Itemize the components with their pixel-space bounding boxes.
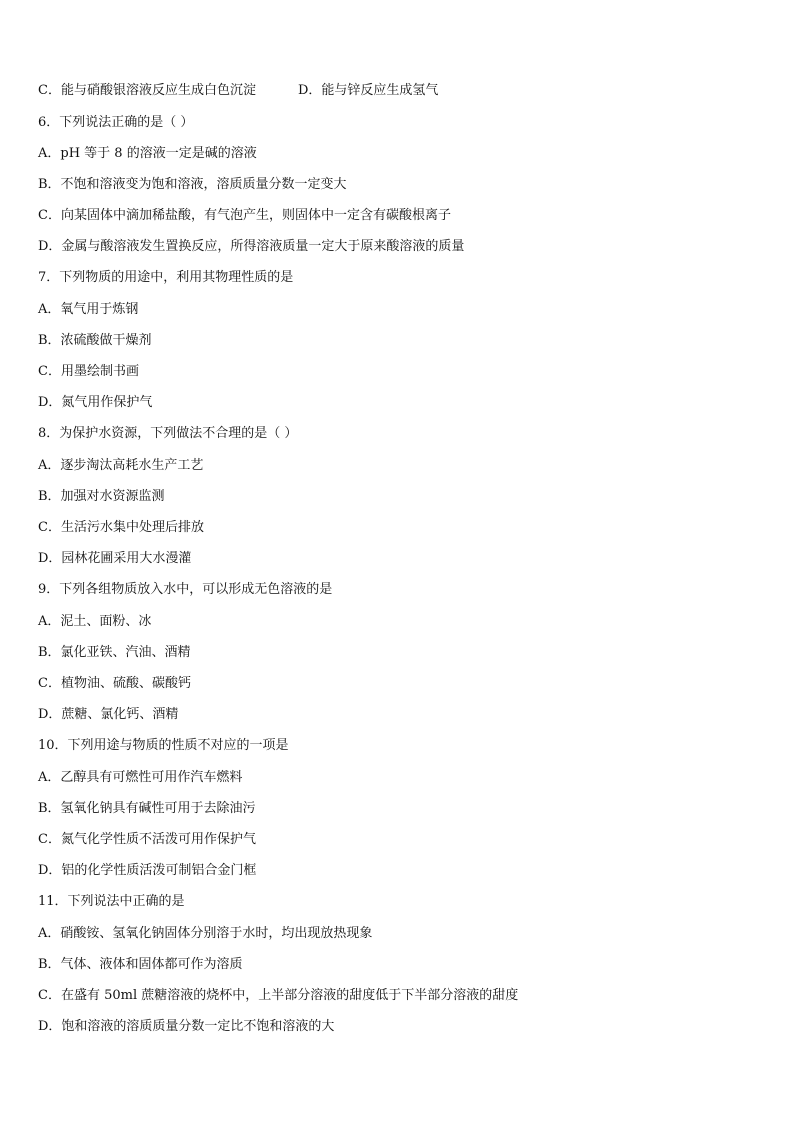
q7-option-a: A．氧气用于炼钢	[38, 302, 139, 317]
q7-option-c: C．用墨绘制书画	[38, 364, 139, 379]
q8-option-a: A．逐步淘汰高耗水生产工艺	[38, 458, 204, 473]
q7-option-b: B．浓硫酸做干燥剂	[38, 333, 152, 348]
q8-option-b: B．加强对水资源监测	[38, 489, 165, 504]
q9-option-a: A．泥土、面粉、冰	[38, 614, 152, 629]
q11-option-b: B．气体、液体和固体都可作为溶质	[38, 957, 243, 972]
q7-option-d: D．氮气用作保护气	[38, 395, 153, 410]
q11-stem: 11．下列说法中正确的是	[38, 894, 185, 909]
q6-option-c: C．向某固体中滴加稀盐酸，有气泡产生，则固体中一定含有碳酸根离子	[38, 208, 451, 223]
q10-option-c: C．氮气化学性质不活泼可用作保护气	[38, 832, 256, 847]
q10-option-d: D．铝的化学性质活泼可制铝合金门框	[38, 863, 257, 878]
q9-option-d: D．蔗糖、氯化钙、酒精	[38, 707, 179, 722]
q11-option-a: A．硝酸铵、氢氧化钠固体分别溶于水时，均出现放热现象	[38, 926, 373, 941]
q9-option-c: C．植物油、硫酸、碳酸钙	[38, 676, 191, 691]
q6-option-d: D．金属与酸溶液发生置换反应，所得溶液质量一定大于原来酸溶液的质量	[38, 239, 465, 254]
q5-option-c: C．能与硝酸银溶液反应生成白色沉淀	[38, 83, 256, 98]
q6-stem: 6．下列说法正确的是（ ）	[38, 115, 194, 130]
q5-option-d: D．能与锌反应生成氢气	[297, 83, 439, 98]
q6-option-a: A．pH 等于 8 的溶液一定是碱的溶液	[38, 146, 257, 161]
q7-stem: 7．下列物质的用途中，利用其物理性质的是	[38, 270, 294, 285]
q8-stem: 8．为保护水资源，下列做法不合理的是（ ）	[38, 426, 298, 441]
q10-option-b: B．氢氧化钠具有碱性可用于去除油污	[38, 801, 256, 816]
q9-stem: 9．下列各组物质放入水中，可以形成无色溶液的是	[38, 582, 333, 597]
q5-options-cd	[38, 82, 438, 100]
q9-option-b: B．氯化亚铁、汽油、酒精	[38, 645, 191, 660]
q11-option-d: D．饱和溶液的溶质质量分数一定比不饱和溶液的大	[38, 1019, 335, 1034]
q6-option-b: B．不饱和溶液变为饱和溶液，溶质质量分数一定变大	[38, 177, 347, 192]
q8-option-d: D．园林花圃采用大水漫灌	[38, 551, 192, 566]
q8-option-c: C．生活污水集中处理后排放	[38, 520, 204, 535]
q10-option-a: A．乙醇具有可燃性可用作汽车燃料	[38, 770, 243, 785]
q11-option-c: C．在盛有 50ml 蔗糖溶液的烧杯中，上半部分溶液的甜度低于下半部分溶液的甜度	[38, 988, 519, 1003]
q10-stem: 10．下列用途与物质的性质不对应的一项是	[38, 738, 289, 753]
